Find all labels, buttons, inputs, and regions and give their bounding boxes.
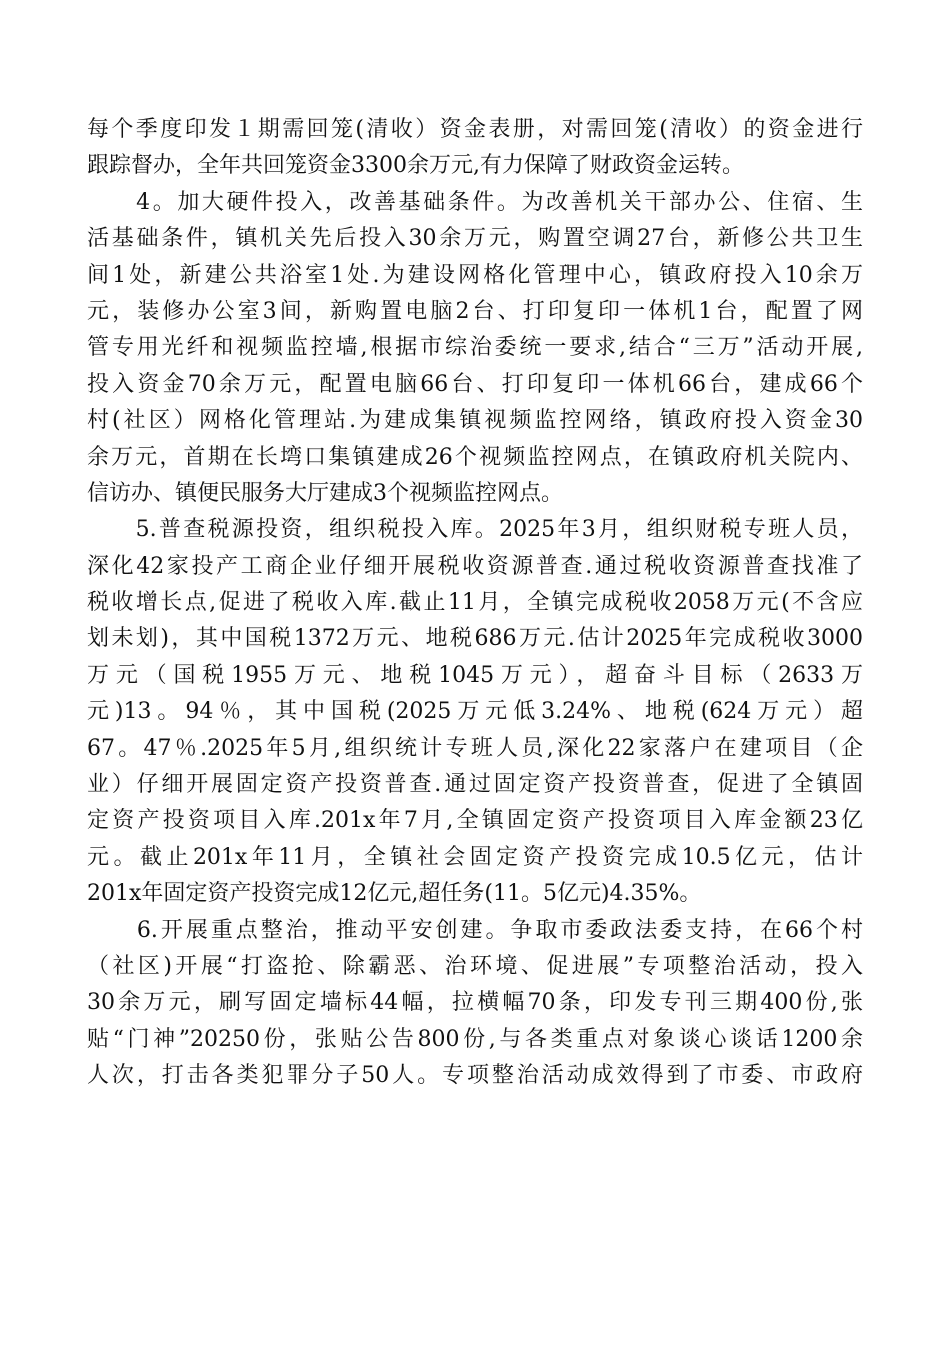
paragraph-4-heading-line: 4。加大硬件投入，改善基础条件。为改善机关干部办公、住宿、生 — [87, 189, 863, 215]
text-line: 元。截止201x年11月，全镇社会固定资产投资完成10.5亿元，估计 — [87, 844, 863, 870]
text-line: 管专用光纤和视频监控墙,根据市综治委统一要求,结合“三万”活动开展, — [87, 335, 863, 361]
text-line: 活基础条件，镇机关先后投入30余万元，购置空调27台，新修公共卫生 — [87, 226, 863, 252]
text-line: 元，装修办公室3间，新购置电脑2台、打印复印一体机1台，配置了网 — [87, 298, 863, 324]
text-line: （社区)开展“打盗抢、除霸恶、治环境、促进展”专项整治活动，投入 — [87, 953, 863, 979]
text-line: 村(社区）网格化管理站.为建成集镇视频监控网络，镇政府投入资金30 — [87, 408, 863, 434]
text-line: 人次，打击各类犯罪分子50人。专项整治活动成效得到了市委、市政府 — [87, 1063, 863, 1089]
text-line: 万元（国税1955万元、地税1045万元），超奋斗目标（2633万 — [87, 662, 863, 688]
body-text — [87, 112, 863, 1095]
text-line: 67。47％.2025年5月,组织统计专班人员,深化22家落户在建项目（企 — [87, 735, 863, 761]
text-line: 贴“门神”20250份，张贴公告800份,与各类重点对象谈心谈话1200余 — [87, 1026, 863, 1052]
text-line: 30余万元，刷写固定墙标44幅，拉横幅70条，印发专刊三期400份,张 — [87, 990, 863, 1016]
text-line: 201x年固定资产投资完成12亿元,超任务(11。5亿元)4.35%。 — [87, 881, 702, 907]
text-line: 跟踪督办，全年共回笼资金3300余万元,有力保障了财政资金运转。 — [87, 153, 744, 179]
text-line: 投入资金70余万元，配置电脑66台、打印复印一体机66台，建成66个 — [87, 371, 863, 397]
text-line: 划未划)，其中国税1372万元、地税686万元.估计2025年完成税收3000 — [87, 626, 863, 652]
text-line: 业）仔细开展固定资产投资普查.通过固定资产投资普查，促进了全镇固 — [87, 772, 863, 798]
text-line: 定资产投资项目入库.201x年7月,全镇固定资产投资项目入库金额23亿 — [87, 808, 863, 834]
paragraph-5-heading-line: 5.普查税源投资，组织税投入库。2025年3月，组织财税专班人员， — [87, 517, 863, 543]
text-line: 信访办、镇便民服务大厅建成3个视频监控网点。 — [87, 480, 563, 506]
paragraph-6-heading-line: 6.开展重点整治，推动平安创建。争取市委政法委支持，在66个村 — [87, 917, 863, 943]
text-line: 每个季度印发１期需回笼(清收）资金表册，对需回笼(清收）的资金进行 — [87, 117, 863, 142]
text-line: 元)13。94％，其中国税(2025万元低3.24%、地税(624万元）超 — [87, 699, 863, 725]
text-line: 深化42家投产工商企业仔细开展税收资源普查.通过税收资源普查找准了 — [87, 553, 863, 579]
text-line: 税收增长点,促进了税收入库.截止11月，全镇完成税收2058万元(不含应 — [87, 590, 863, 616]
text-line: 余万元，首期在长塆口集镇建成26个视频监控网点，在镇政府机关院内、 — [87, 444, 863, 470]
text-line: 间1处，新建公共浴室1处.为建设网格化管理中心，镇政府投入10余万 — [87, 262, 863, 288]
